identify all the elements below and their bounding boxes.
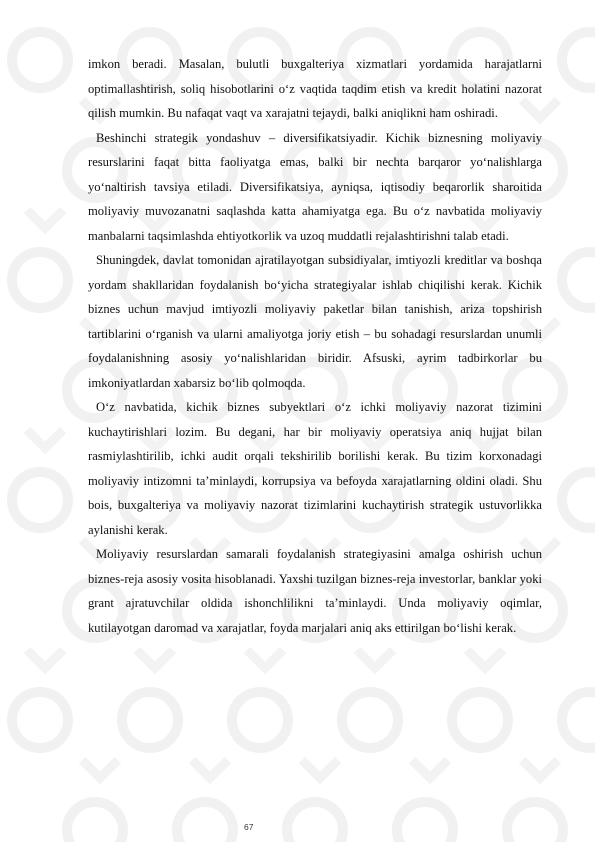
paragraph-1: imkon beradi. Masalan, bulutli buxgalteriya xizmatlari yordamida harajatlarni optimallashtirish, soliq hisobotlarini o‘z vaqtida taqdim etish va kredit holatini nazorat qilish mumkin. Bu nafaqat vaqt va xarajatni tejaydi, balki aniqlikni ham oshiradi. xyxy=(88,57,542,120)
page-number: 67 xyxy=(244,822,254,832)
document-body xyxy=(88,52,542,640)
paragraph-2: Beshinchi strategik yondashuv – diversifikatsiyadir. Kichik biznesning moliyaviy resurslarini faqat bitta faoliyatga emas, balki bir nechta barqaror yo‘nalishlarga yo‘naltirish tavsiya etiladi. Diversifikatsiya, ayniqsa, iqtisodiy beqarorlik sharoitida moliyaviy muvozanatni saqlashda katta ahamiyatga ega. Bu o‘z navbatida moliyaviy manbalarni taqsimlashda ehtiyotkorlik va uzoq muddatli rejalashtirishni talab etadi. xyxy=(88,130,542,243)
paragraph-5: Moliyaviy resurslardan samarali foydalanish strategiyasini amalga oshirish uchun biznes-reja asosiy vosita hisoblanadi. Yaxshi tuzilgan biznes-reja investorlar, banklar yoki grant ajratuvchilar oldida ishonchlilikni ta’minlaydi. Unda moliyaviy oqimlar, kutilayotgan daromad va xarajatlar, foyda marjalari aniq aks ettirilgan bo‘lishi kerak. xyxy=(88,547,542,635)
paragraph-3: Shuningdek, davlat tomonidan ajratilayotgan subsidiyalar, imtiyozli kreditlar va boshqa yordam shakllaridan foydalanish bo‘yicha strategiyalar ishlab chiqilishi kerak. Kichik biznes uchun mavjud imtiyozli moliyaviy paketlar bilan tanishish, ariza topshirish tartiblarini o‘rganish va ularni amaliyotga joriy etish – bu sohadagi resurslardan unumli foydalanishning asosiy yo‘nalishlaridan biridir. Afsuski, ayrim tadbirkorlar bu imkoniyatlardan xabarsiz bo‘lib qolmoqda. xyxy=(88,253,542,390)
paragraph-4: O‘z navbatida, kichik biznes subyektlari o‘z ichki moliyaviy nazorat tizimini kuchaytirishlari lozim. Bu degani, har bir moliyaviy operatsiya aniq hujjat bilan rasmiylashtirilib, ichki audit orqali tekshirilib borilishi kerak. Bu tizim korxonadagi moliyaviy intizomni ta’minlaydi, korrupsiya va befoyda xarajatlarning oldini oladi. Shu bois, buxgalteriya va moliyaviy nazorat tizimlarini kuchaytirish strategik ustuvorlikka aylanishi kerak. xyxy=(88,400,542,537)
